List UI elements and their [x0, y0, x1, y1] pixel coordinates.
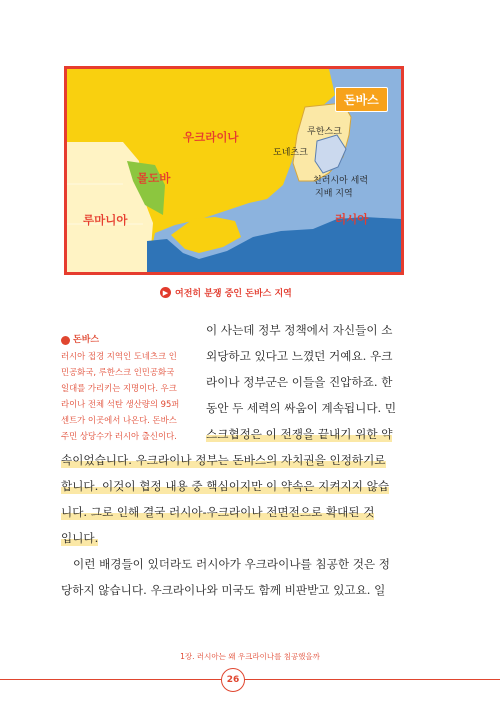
glossary-sidebar: [61, 332, 201, 444]
ukraine-label: 우크라이나: [183, 130, 239, 144]
russia-label: 러시아: [335, 212, 369, 226]
glossary-line: 주민 상당수가 러시아 출신이다.: [61, 431, 177, 441]
footer-divider: [0, 679, 500, 680]
glossary-title-text: 돈바스: [73, 335, 100, 345]
glossary-line: 라이나 전체 석탄 생산량의 95퍼: [61, 399, 180, 409]
body-line: 동안 두 세력의 싸움이 계속됩니다. 민: [206, 401, 397, 415]
donbas-tag: 돈바스: [335, 87, 388, 112]
glossary-line: 센트가 이곳에서 나온다. 돈바스: [61, 415, 177, 425]
glossary-title: [61, 332, 201, 348]
donbas-map: [64, 66, 404, 275]
romania-label: 루마니아: [83, 213, 128, 227]
body-line: 이 사는데 정부 정책에서 자신들이 소: [206, 323, 393, 337]
body-line: 이런 배경들이 있더라도 러시아가 우크라이나를 침공한 것은 정: [73, 557, 390, 571]
luhansk-label: 루한스크: [307, 127, 342, 137]
globe-icon: [61, 336, 70, 345]
glossary-line: 민공화국, 루한스크 인민공화국: [61, 367, 175, 377]
body-line: 외당하고 있다고 느꼈던 거예요. 우크: [206, 349, 393, 363]
body-line-highlighted: 입니다.: [61, 531, 99, 545]
body-line-highlighted: 스크협정은 이 전쟁을 끝내기 위한 약: [206, 427, 393, 441]
chapter-note: 1장. 러시아는 왜 우크라이나를 침공했을까: [180, 652, 320, 661]
glossary-line: 러시아 접경 지역인 도네츠크 인: [61, 351, 177, 361]
controlled-area-label-1: 친러시아 세력: [313, 176, 369, 186]
donetsk-label: 도네츠크: [273, 148, 308, 158]
glossary-line: 일대를 가리키는 지명이다. 우크: [61, 383, 177, 393]
page-number: 26: [221, 668, 245, 692]
body-line-highlighted: 합니다. 이것이 협정 내용 중 핵심이지만 이 약속은 지켜지지 않습: [61, 479, 390, 493]
map-caption-text: 여전히 분쟁 중인 돈바스 지역: [175, 289, 292, 299]
body-line-highlighted: 속이었습니다. 우크라이나 정부는 돈바스의 자치권을 인정하기로: [61, 453, 386, 467]
controlled-area-label-2: 지배 지역: [315, 189, 353, 199]
body-line-highlighted: 니다. 그로 인해 결국 러시아-우크라이나 전면전으로 확대된 것: [61, 505, 375, 519]
map-caption: [160, 286, 292, 299]
moldova-label: 몰도바: [137, 171, 171, 185]
body-line: 라이나 정부군은 이들을 진압하죠. 한: [206, 375, 393, 389]
body-line: 당하지 않습니다. 우크라이나와 미국도 함께 비판받고 있고요. 일: [61, 583, 386, 597]
play-icon: ▶: [160, 287, 171, 298]
